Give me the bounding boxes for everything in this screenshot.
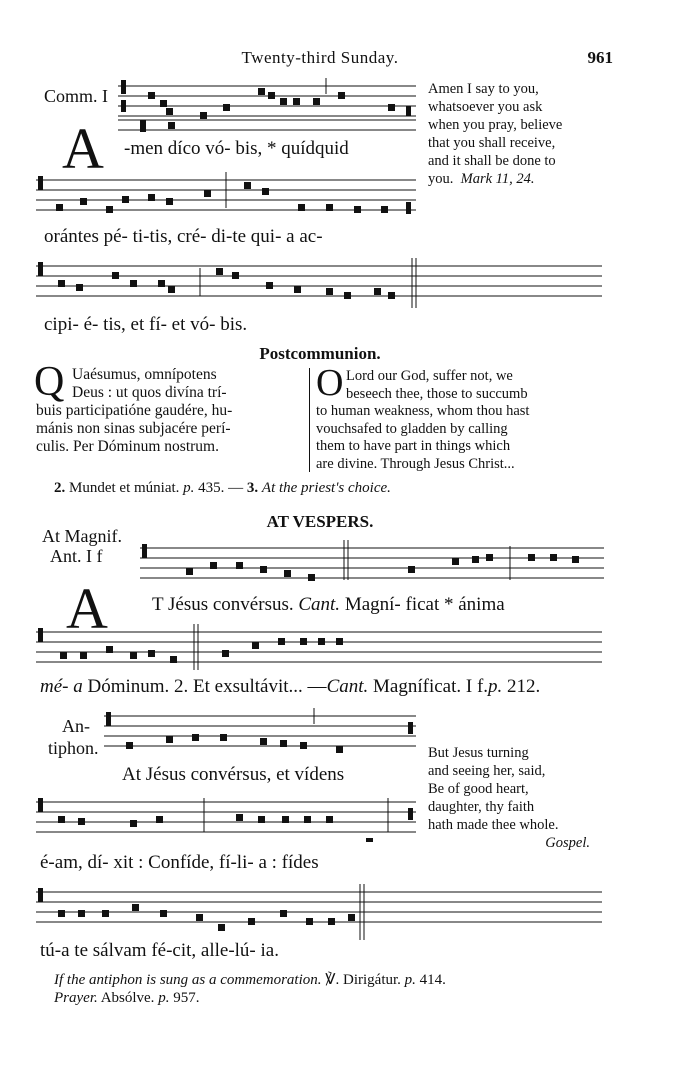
antiphon-lyric-1: At Jésus convérsus, et vídens bbox=[122, 764, 345, 785]
communion-reference: Mark 11, 24. bbox=[460, 171, 535, 187]
communion-lyric-1: -men díco vó- bis, * quídquid bbox=[124, 138, 349, 159]
page-number: 961 bbox=[587, 48, 613, 67]
communion-translation: Amen I say to you, whatsoever you ask when you pray, believe that you shall receive, and it shall be done to you. Mark 11, 24. bbox=[428, 81, 563, 187]
vespers-initial: A bbox=[66, 576, 108, 641]
postcommunion-heading: Postcommunion. bbox=[259, 344, 381, 363]
prayer-rubric: Prayer. Absólve. p. 957. bbox=[54, 990, 200, 1006]
antiphon-translation: But Jesus turning and seeing her, said, Be of good heart, daughter, thy faith hath made thee whole. Gospel. bbox=[428, 744, 602, 852]
communion-lyric-3: cipi- é- tis, et fí- et vó- bis. bbox=[44, 314, 248, 335]
postcommunion-latin-initial: Q bbox=[34, 359, 65, 405]
antiphon-lyric-2: é-am, dí- xit : Confíde, fí-li- a : fídes bbox=[40, 852, 319, 873]
vespers-label-1: At Magnif. bbox=[42, 526, 122, 546]
alternate-prayers-note: 2. Mundet et múniat. p. 435. — 3. At the priest's choice. bbox=[54, 480, 391, 496]
chant-staff-communion-2 bbox=[36, 172, 416, 218]
chant-staff-vespers-1 bbox=[140, 540, 604, 590]
commemoration-rubric: If the antiphon is sung as a commemoration. ℣. Dirigátur. p. 414. bbox=[54, 972, 446, 988]
vespers-heading: AT VESPERS. bbox=[266, 512, 374, 531]
postcommunion-english-initial: O bbox=[316, 362, 344, 404]
antiphon-reference: Gospel. bbox=[545, 835, 590, 851]
communion-initial: A bbox=[62, 116, 104, 181]
antiphon-lyric-3: tú-a te sálvam fé-cit, alle-lú- ia. bbox=[40, 940, 279, 961]
postcommunion-english: Lord our God, suffer not, we beseech thee, those to succumb to human weakness, whom thou hast vouchsafed to gladden by calling them to have part in things which are divine. Through Jesus Christ... bbox=[316, 368, 530, 472]
antiphon-label-2: tiphon. bbox=[48, 738, 99, 758]
column-divider bbox=[309, 368, 310, 472]
communion-label: Comm. I bbox=[44, 86, 109, 106]
chant-staff-antiphon-1 bbox=[104, 708, 416, 756]
chant-staff-vespers-2 bbox=[36, 624, 602, 670]
postcommunion-latin: Uaésumus, omnípotens Deus : ut quos divína trí- buis participatióne gaudére, hu- mánis non sinas subjacére perí- culis. Per Dóminum nostrum. bbox=[36, 366, 233, 455]
chant-staff-communion-3 bbox=[36, 258, 602, 308]
vespers-lyric-1: T Jésus convérsus. Cant. Magní- ficat * ánima bbox=[152, 594, 505, 615]
chant-staff-antiphon-3 bbox=[36, 884, 602, 940]
running-title: Twenty-third Sunday. bbox=[241, 48, 399, 67]
vespers-label-2: Ant. I f bbox=[50, 546, 103, 566]
chant-staff-communion-1b bbox=[118, 118, 416, 132]
antiphon-label-1: An- bbox=[62, 716, 90, 736]
chant-staff-antiphon-2 bbox=[36, 794, 416, 842]
communion-lyric-2: orántes pé- ti-tis, cré- di-te qui- a ac- bbox=[44, 226, 323, 247]
vespers-lyric-2: mé- a Dóminum. 2. Et exsultávit... —Cant. Magníficat. I f.p. 212. bbox=[40, 676, 541, 697]
